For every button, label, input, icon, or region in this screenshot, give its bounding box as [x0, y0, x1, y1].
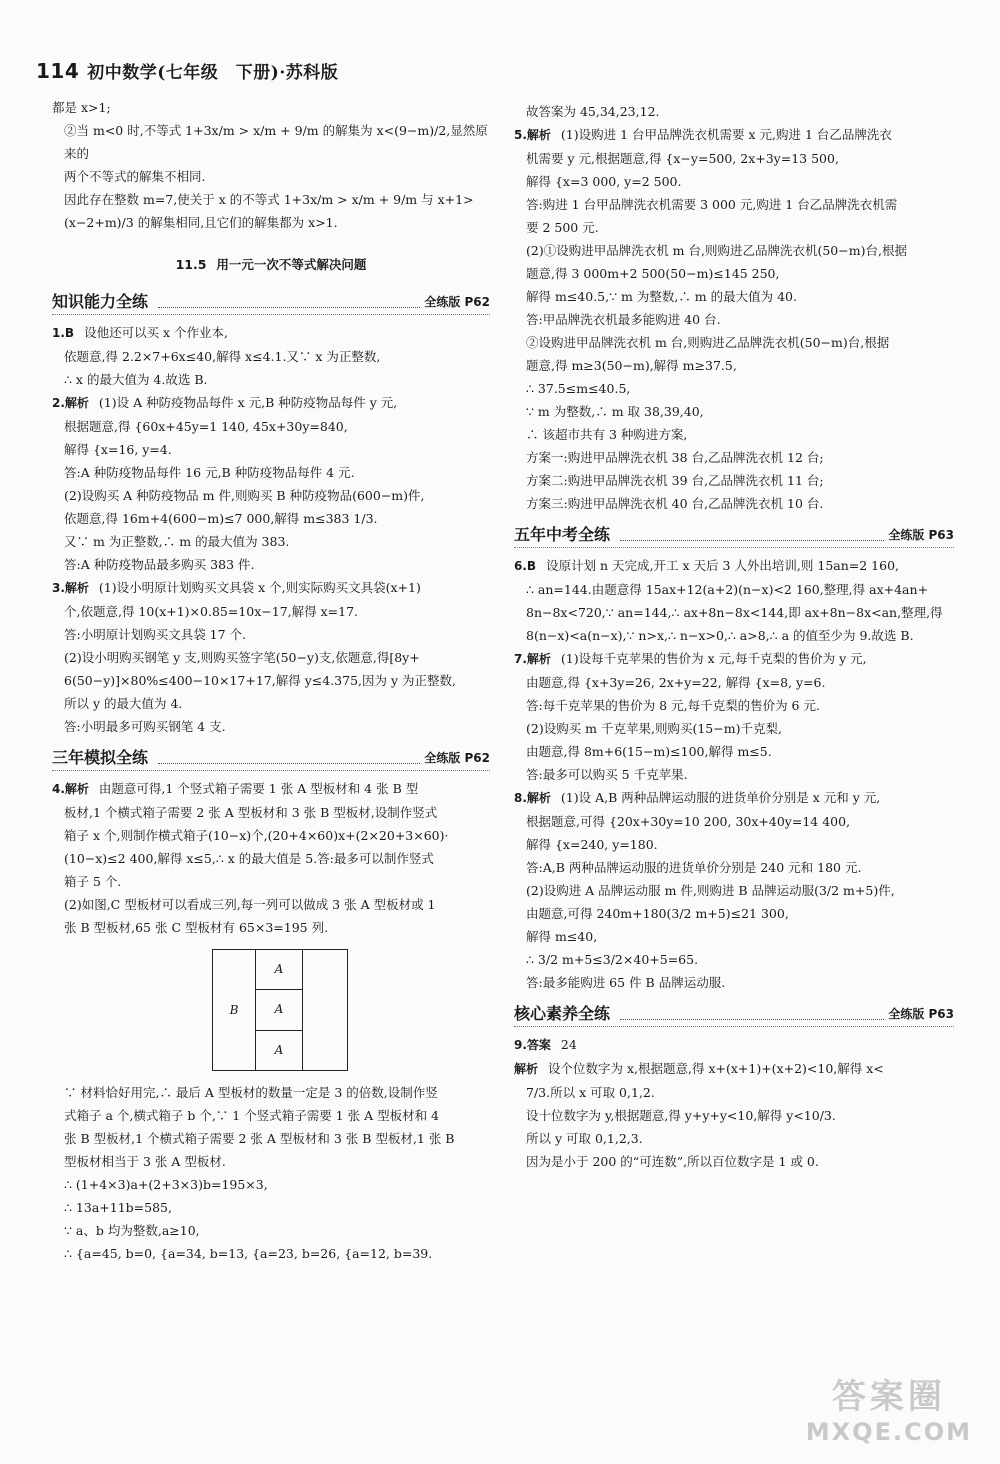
text-line: (1)设小明原计划购买文具袋 x 个,则实际购买文具袋(x+1) [98, 580, 421, 595]
text-line: ②当 m<0 时,不等式 1+3x/m > x/m + 9/m 的解集为 x<(9−m)/2,显然原来的 [64, 123, 488, 161]
text-line: ∴ 该超市共有 3 种购进方案, [526, 427, 688, 442]
text-line: 两个不等式的解集不相同. [64, 169, 206, 184]
band-ref: 全练版 P63 [888, 528, 954, 542]
text-line: 由题意可得,1 个竖式箱子需要 1 张 A 型板材和 4 张 B 型 [98, 781, 419, 796]
question-label: 7.解析 [514, 652, 551, 666]
question-1 [52, 321, 490, 345]
watermark-url: MXQE.COM [805, 1418, 972, 1446]
text-line: 由题意,可得 240m+180(3/2 m+5)≤21 300, [526, 906, 789, 921]
text-line: 设原计划 n 天完成,开工 x 天后 3 人外出培训,则 15an=2 160, [546, 558, 900, 573]
band-ref: 全练版 P62 [424, 295, 490, 309]
question-4 [52, 777, 490, 801]
exercise-band [52, 290, 490, 315]
question-label: 4.解析 [52, 782, 89, 796]
question-9 [514, 1033, 954, 1057]
text-line: 解得 {x=16, y=4. [64, 442, 172, 457]
text-line: 答:最多可以购买 5 千克苹果. [526, 767, 688, 782]
text-line: ②设购进甲品牌洗衣机 m 台,则购进乙品牌洗衣机(50−m)台,根据 [526, 335, 890, 350]
band-title: 五年中考全练 [514, 525, 611, 544]
text-line: 都是 x>1; [52, 100, 111, 115]
text-line: 6(50−y)]×80%≤400−10×17+17,解得 y≤4.375,因为 y 为正整数, [64, 673, 456, 688]
board-figure [212, 949, 348, 1071]
text-line: 答:A 种防疫物品每件 16 元,B 种防疫物品每件 4 元. [64, 465, 355, 480]
section-name: 用一元一次不等式解决问题 [216, 257, 367, 272]
text-line: 所以 y 的最大值为 4. [64, 696, 183, 711]
book-title: 初中数学(七年级 下册)·苏科版 [87, 63, 339, 83]
text-line: (1)设每千克苹果的售价为 x 元,每千克梨的售价为 y 元, [560, 651, 867, 666]
text-line: 方案二:购进甲品牌洗衣机 39 台,乙品牌洗衣机 11 台; [526, 473, 824, 488]
text-line: ∴ 13a+11b=585, [64, 1200, 172, 1215]
page-number: 114 [36, 59, 80, 83]
question-label: 8.解析 [514, 791, 551, 805]
question-label: 3.解析 [52, 581, 89, 595]
band-title: 三年模拟全练 [52, 748, 149, 767]
text-line: 设个位数字为 x,根据题意,得 x+(x+1)+(x+2)<10,解得 x< [548, 1061, 884, 1076]
text-line: 张 B 型板材,65 张 C 型板材有 65×3=195 列. [64, 920, 329, 935]
text-line: 解得 m≤40, [526, 929, 598, 944]
board-b: B [213, 950, 256, 1070]
text-line: 故答案为 45,34,23,12. [526, 104, 660, 119]
text-line: 型板材相当于 3 张 A 型板材. [64, 1154, 226, 1169]
text-line: (2)设购进 A 品牌运动服 m 件,则购进 B 品牌运动服(3/2 m+5)件, [526, 883, 895, 898]
exercise-band [514, 1002, 954, 1027]
text-line: (2)设购买 m 千克苹果,则购买(15−m)千克梨, [526, 721, 782, 736]
text-line: 依题意,得 2.2×7+6x≤40,解得 x≤4.1.又∵ x 为正整数, [64, 349, 381, 364]
text-line: 又∵ m 为正整数,∴ m 的最大值为 383. [64, 534, 290, 549]
section-number: 11.5 [175, 257, 207, 272]
question-label: 1.B [52, 326, 75, 340]
text-line: 设十位数字为 y,根据题意,得 y+y+y<10,解得 y<10/3. [526, 1108, 836, 1123]
text-line: 箱子 x 个,则制作横式箱子(10−x)个,(20+4×60)x+(2×20+3×60)· [64, 828, 449, 843]
question-label: 9.答案 [514, 1038, 551, 1052]
board-empty [303, 950, 347, 1070]
section-title [52, 248, 490, 282]
question-label: 5.解析 [514, 128, 551, 142]
text-line: ∴ (1+4×3)a+(2+3×3)b=195×3, [64, 1177, 268, 1192]
text-line: ∴ {a=45, b=0, {a=34, b=13, {a=23, b=26, {a=12, b=39. [64, 1246, 433, 1261]
text-line: 方案一:购进甲品牌洗衣机 38 台,乙品牌洗衣机 12 台; [526, 450, 824, 465]
text-line: ∴ 37.5≤m≤40.5, [526, 381, 631, 396]
text-line: 所以 y 可取 0,1,2,3. [526, 1131, 643, 1146]
text-line: 答:小明原计划购买文具袋 17 个. [64, 627, 247, 642]
text-line: 答:甲品牌洗衣机最多能购进 40 台. [526, 312, 721, 327]
text-line: 因此存在整数 m=7,使关于 x 的不等式 1+3x/m > x/m + 9/m 与 x+1> [64, 192, 474, 207]
text-line: 因为是小于 200 的“可连数”,所以百位数字是 1 或 0. [526, 1154, 819, 1169]
board-a-column [256, 950, 303, 1070]
question-8 [514, 786, 954, 810]
text-line: 由题意,得 {x+3y=26, 2x+y=22, 解得 {x=8, y=6. [526, 675, 826, 690]
text-line: ∵ m 为整数,∴ m 取 38,39,40, [526, 404, 704, 419]
text-line: 8(n−x)<a(n−x),∵ n>x,∴ n−x>0,∴ a>8,∴ a 的值至少为 9.故选 B. [526, 628, 914, 643]
band-ref: 全练版 P63 [888, 1007, 954, 1021]
text-line: 根据题意,得 {60x+45y=1 140, 45x+30y=840, [64, 419, 348, 434]
text-line: 解得 m≤40.5,∵ m 为整数,∴ m 的最大值为 40. [526, 289, 797, 304]
text-line: (1)设 A,B 两种品牌运动服的进货单价分别是 x 元和 y 元, [560, 790, 881, 805]
question-5 [514, 123, 954, 147]
text-line: 答:购进 1 台甲品牌洗衣机需要 3 000 元,购进 1 台乙品牌洗衣机需 [526, 197, 898, 212]
question-label: 2.解析 [52, 396, 89, 410]
question-9-analysis [514, 1057, 954, 1081]
band-title: 核心素养全练 [514, 1004, 611, 1023]
question-label: 6.B [514, 559, 537, 573]
text-line: 设他还可以买 x 个作业本, [84, 325, 229, 340]
board-a: A [274, 1042, 284, 1057]
watermark [806, 1369, 972, 1446]
question-2 [52, 391, 490, 415]
text-line: 题意,得 3 000m+2 500(50−m)≤145 250, [526, 266, 780, 281]
text-line: 板材,1 个横式箱子需要 2 张 A 型板材和 3 张 B 型板材,设制作竖式 [64, 805, 438, 820]
page-header [36, 58, 338, 83]
text-line: ∵ 材料恰好用完,∴ 最后 A 型板材的数量一定是 3 的倍数,设制作竖 [64, 1085, 438, 1100]
question-3 [52, 576, 490, 600]
text-line: 解得 {x=240, y=180. [526, 837, 658, 852]
text-line: 8n−8x<720,∵ an=144,∴ ax+8n−8x<144,即 ax+8n−8x<an,整理,得 [526, 605, 943, 620]
text-line: 由题意,得 8m+6(15−m)≤100,解得 m≤5. [526, 744, 772, 759]
left-column [52, 96, 490, 1265]
text-line: ∴ an=144.由题意得 15ax+12(a+2)(n−x)<2 160,整理,得 ax+4an+ [526, 582, 929, 597]
text-line: 根据题意,可得 {20x+30y=10 200, 30x+40y=14 400, [526, 814, 851, 829]
exercise-band [514, 523, 954, 548]
text-line: 式箱子 a 个,横式箱子 b 个,∵ 1 个竖式箱子需要 1 张 A 型板材和 4 [64, 1108, 439, 1123]
text-line: (1)设购进 1 台甲品牌洗衣机需要 x 元,购进 1 台乙品牌洗衣 [560, 127, 892, 142]
text-line: 依题意,得 16m+4(600−m)≤7 000,解得 m≤383 1/3. [64, 511, 378, 526]
text-line: 题意,得 m≥3(50−m),解得 m≥37.5, [526, 358, 737, 373]
text-line: (2)如图,C 型板材可以看成三列,每一列可以做成 3 张 A 型板材或 1 [64, 897, 436, 912]
text-line: ∴ 3/2 m+5≤3/2×40+5=65. [526, 952, 699, 967]
text-line: 7/3.所以 x 可取 0,1,2. [526, 1085, 655, 1100]
text-line: (2)设购买 A 种防疫物品 m 件,则购买 B 种防疫物品(600−m)件, [64, 488, 425, 503]
band-ref: 全练版 P62 [424, 751, 490, 765]
text-line: (10−x)≤2 400,解得 x≤5,∴ x 的最大值是 5.答:最多可以制作竖式 [64, 851, 434, 866]
text-line: 解得 {x=3 000, y=2 500. [526, 174, 682, 189]
text-line: 答:小明最多可购买钢笔 4 支. [64, 719, 226, 734]
watermark-text: 答案圈 [831, 1377, 946, 1417]
text-line: 张 B 型板材,1 个横式箱子需要 2 张 A 型板材和 3 张 B 型板材,1 张 B [64, 1131, 455, 1146]
board-a: A [256, 990, 302, 1030]
answer-value: 24 [560, 1037, 577, 1052]
text-line: ∴ x 的最大值为 4.故选 B. [64, 372, 208, 387]
question-7 [514, 647, 954, 671]
text-line: 答:每千克苹果的售价为 8 元,每千克梨的售价为 6 元. [526, 698, 820, 713]
text-line: (2)①设购进甲品牌洗衣机 m 台,则购进乙品牌洗衣机(50−m)台,根据 [526, 243, 907, 258]
text-line: 个,依题意,得 10(x+1)×0.85=10x−17,解得 x=17. [64, 604, 359, 619]
text-line: (x−2+m)/3 的解集相同,且它们的解集都为 x>1. [64, 215, 338, 230]
question-label: 解析 [514, 1062, 539, 1076]
text-line: (2)设小明购买钢笔 y 支,则购买签字笔(50−y)支,依题意,得[8y+ [64, 650, 420, 665]
question-6 [514, 554, 954, 578]
right-column [514, 100, 954, 1173]
text-line: ∵ a、b 均为整数,a≥10, [64, 1223, 200, 1238]
exercise-band [52, 746, 490, 771]
text-line: 机需要 y 元,根据题意,得 {x−y=500, 2x+3y=13 500, [526, 151, 839, 166]
text-line: 方案三:购进甲品牌洗衣机 40 台,乙品牌洗衣机 10 台. [526, 496, 824, 511]
text-line: 答:最多能购进 65 件 B 品牌运动服. [526, 975, 726, 990]
text-line: 答:A 种防疫物品最多购买 383 件. [64, 557, 255, 572]
band-title: 知识能力全练 [52, 292, 149, 311]
text-line: 要 2 500 元. [526, 220, 599, 235]
text-line: 箱子 5 个. [64, 874, 122, 889]
board-a: A [256, 950, 302, 990]
text-line: (1)设 A 种防疫物品每件 x 元,B 种防疫物品每件 y 元, [98, 395, 398, 410]
text-line: 答:A,B 两种品牌运动服的进货单价分别是 240 元和 180 元. [526, 860, 862, 875]
